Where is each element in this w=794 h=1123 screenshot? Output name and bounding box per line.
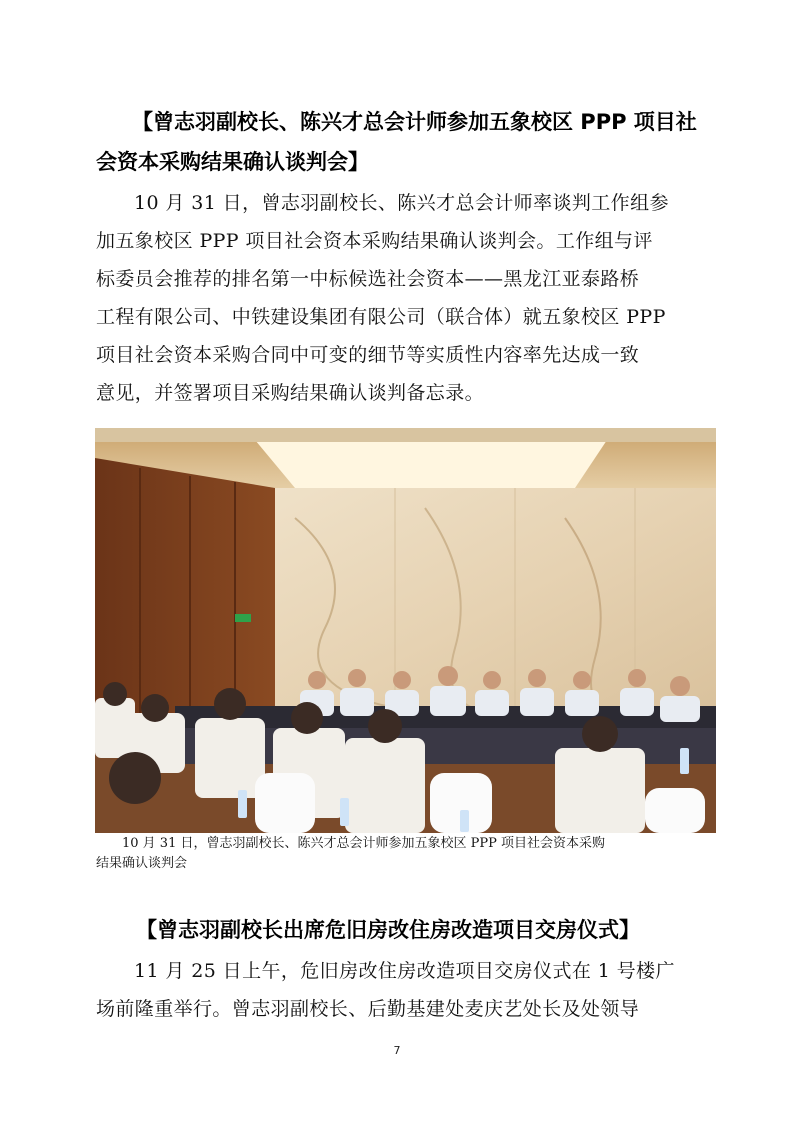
paragraph-line: 项目社会资本采购合同中可变的细节等实质性内容率先达成一致 bbox=[96, 344, 640, 366]
section-1-title-line-1: 【曾志羽副校长、陈兴才总会计师参加五象校区 PPP 项目社 bbox=[132, 110, 697, 134]
caption-line: 10 月 31 日，曾志羽副校长、陈兴才总会计师参加五象校区 PPP 项目社会资本采购 bbox=[122, 836, 605, 851]
section-1-paragraph bbox=[96, 184, 702, 412]
section-1-title-line-2: 会资本采购结果确认谈判会】 bbox=[96, 150, 369, 174]
section-2-title-line: 【曾志羽副校长出席危旧房改住房改造项目交房仪式】 bbox=[136, 918, 640, 942]
page-number: 7 bbox=[393, 1044, 401, 1057]
photo-caption bbox=[96, 834, 706, 874]
meeting-photo bbox=[95, 428, 716, 833]
section-2-title bbox=[96, 910, 702, 950]
paragraph-line: 加五象校区 PPP 项目社会资本采购结果确认谈判会。工作组与评 bbox=[96, 230, 653, 252]
paragraph-line: 11 月 25 日上午，危旧房改住房改造项目交房仪式在 1 号楼广 bbox=[134, 960, 675, 982]
caption-line: 结果确认谈判会 bbox=[96, 856, 188, 871]
paragraph-line: 工程有限公司、中铁建设集团有限公司（联合体）就五象校区 PPP bbox=[96, 306, 666, 328]
section-1-title bbox=[96, 102, 702, 182]
paragraph-line: 标委员会推荐的排名第一中标候选社会资本——黑龙江亚泰路桥 bbox=[96, 268, 640, 290]
paragraph-line: 场前隆重举行。曾志羽副校长、后勤基建处麦庆艺处长及处领导 bbox=[96, 998, 640, 1020]
paragraph-line: 10 月 31 日，曾志羽副校长、陈兴才总会计师率谈判工作组参 bbox=[134, 192, 669, 214]
paragraph-line: 意见，并签署项目采购结果确认谈判备忘录。 bbox=[96, 382, 485, 404]
section-2-paragraph bbox=[96, 952, 702, 1028]
